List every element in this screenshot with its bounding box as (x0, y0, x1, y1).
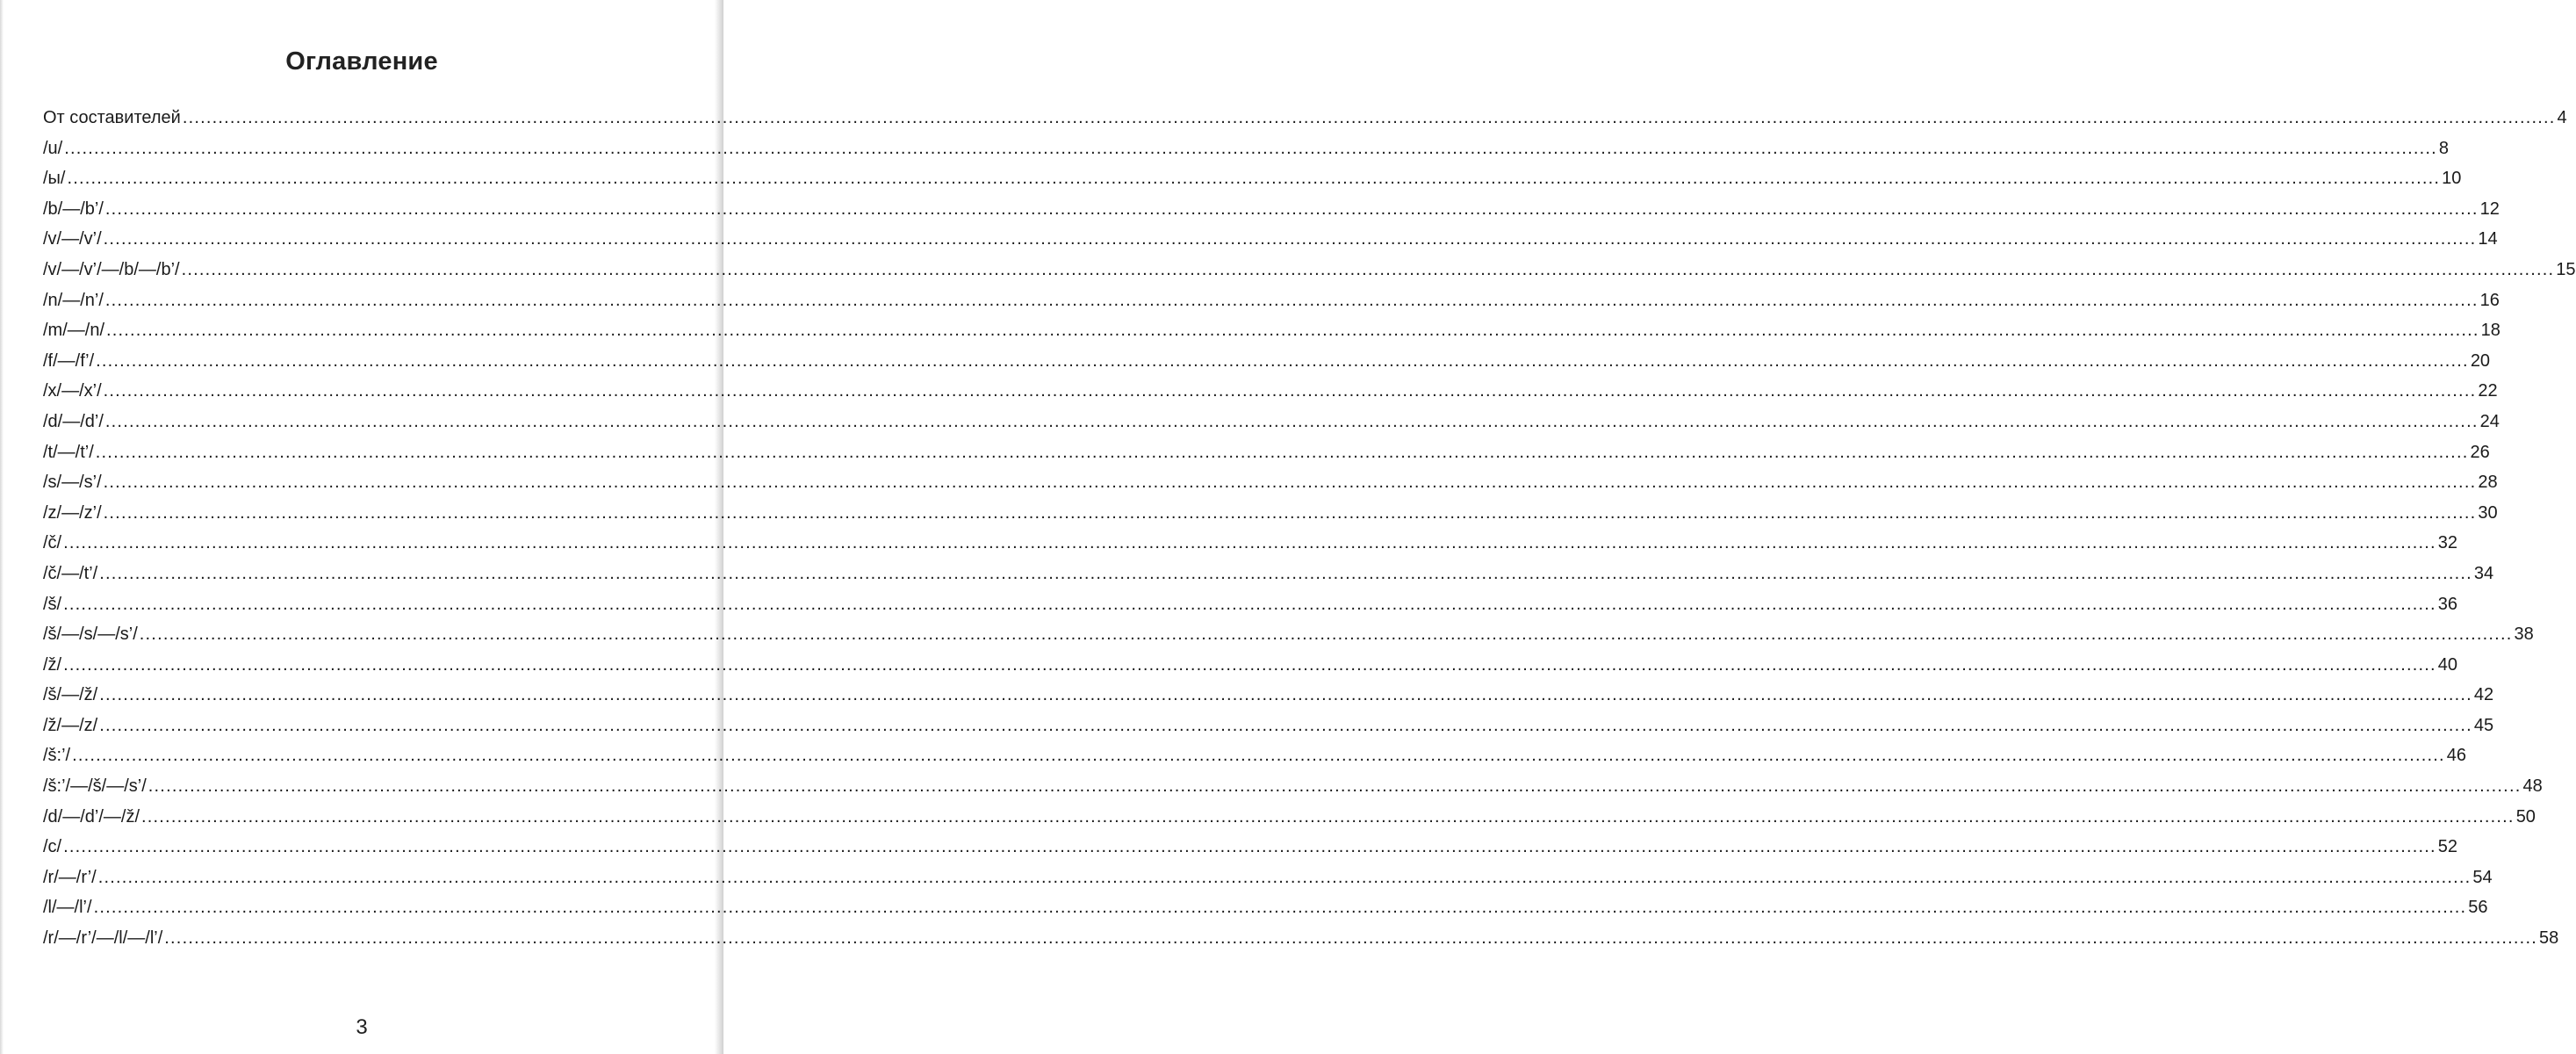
toc-entry (43, 315, 2500, 346)
dot-leader: ................................................................................................................................................................................................................................................................................................................................................................................................................ (148, 776, 2522, 797)
dot-leader: ................................................................................................................................................................................................................................................................................................................................................................................................................ (103, 229, 2477, 249)
dot-leader: ................................................................................................................................................................................................................................................................................................................................................................................................................ (182, 108, 2556, 127)
dot-leader: ................................................................................................................................................................................................................................................................................................................................................................................................................ (104, 411, 2479, 431)
dot-leader: ................................................................................................................................................................................................................................................................................................................................................................................................................ (99, 563, 2472, 583)
toc-entry-page: 28 (2478, 473, 2498, 493)
toc-entry-label: /x/—/x’/ (43, 381, 102, 401)
toc-entry-label: /ž/ (43, 654, 62, 675)
toc-entry-page: 54 (2472, 867, 2493, 887)
toc-entry-page: 16 (2479, 290, 2500, 310)
toc-entry-label: /r/—/r’/—/l/—/l’/ (43, 928, 163, 949)
dot-leader: ................................................................................................................................................................................................................................................................................................................................................................................................................ (103, 381, 2477, 401)
toc-entry-label: /š:’/ (43, 746, 71, 766)
toc-entry (43, 498, 2498, 529)
toc-entry (43, 255, 2576, 285)
toc-entry-page: 52 (2437, 837, 2458, 857)
toc-entry-label: /č/—/t’/ (43, 563, 98, 583)
toc-entry (43, 923, 2559, 954)
toc-entry-page: 12 (2479, 199, 2500, 219)
toc-entry (43, 224, 2498, 255)
toc-entry-page: 48 (2522, 776, 2543, 797)
toc-entry (43, 771, 2543, 802)
toc-entry-page: 20 (2470, 350, 2491, 371)
dot-leader: ................................................................................................................................................................................................................................................................................................................................................................................................................ (139, 624, 2513, 645)
dot-leader: ................................................................................................................................................................................................................................................................................................................................................................................................................ (63, 594, 2436, 614)
toc-entry-page: 36 (2437, 594, 2458, 614)
toc-entry-page: 40 (2437, 654, 2458, 675)
toc-entry (43, 163, 2462, 194)
toc-entry-label: /ы/ (43, 169, 66, 189)
toc-entry-label: /c/ (43, 837, 62, 857)
toc-entry (43, 619, 2534, 650)
toc-entry-label: /v/—/v’/ (43, 229, 102, 249)
dot-leader: ................................................................................................................................................................................................................................................................................................................................................................................................................ (104, 199, 2479, 219)
toc-entry-label: /t/—/t’/ (43, 442, 94, 462)
toc-entry-label: /s/—/s’/ (43, 473, 102, 493)
toc-entry-page: 8 (2438, 138, 2450, 158)
toc-entry (43, 559, 2494, 589)
dot-leader: ................................................................................................................................................................................................................................................................................................................................................................................................................ (106, 321, 2479, 341)
toc-entry (43, 589, 2458, 620)
toc-entry (43, 103, 2567, 134)
toc-entry (43, 437, 2490, 468)
dot-leader: ................................................................................................................................................................................................................................................................................................................................................................................................................ (67, 169, 2441, 189)
dot-leader: ................................................................................................................................................................................................................................................................................................................................................................................................................ (103, 473, 2477, 493)
toc-entry-page: 22 (2478, 381, 2498, 401)
toc-entry (43, 407, 2500, 437)
toc-entry-label: /r/—/r’/ (43, 867, 97, 887)
dot-leader: ................................................................................................................................................................................................................................................................................................................................................................................................................ (99, 685, 2472, 705)
toc-entry-page: 32 (2437, 533, 2458, 553)
dot-leader: ................................................................................................................................................................................................................................................................................................................................................................................................................ (181, 259, 2555, 279)
toc-entry-label: /l/—/l’/ (43, 898, 92, 918)
toc-entry (43, 650, 2458, 681)
table-of-contents (43, 103, 2576, 954)
page-number: 3 (356, 1015, 368, 1039)
dot-leader: ................................................................................................................................................................................................................................................................................................................................................................................................................ (96, 350, 2469, 371)
dot-leader: ................................................................................................................................................................................................................................................................................................................................................................................................................ (64, 138, 2437, 158)
toc-entry (43, 802, 2536, 833)
dot-leader: ................................................................................................................................................................................................................................................................................................................................................................................................................ (95, 442, 2469, 462)
toc-entry-label: /š/—/ž/ (43, 685, 98, 705)
toc-entry-label: /n/—/n’/ (43, 290, 104, 310)
toc-entry-page: 4 (2557, 108, 2567, 127)
dot-leader: ................................................................................................................................................................................................................................................................................................................................................................................................................ (72, 746, 2445, 766)
toc-entry-label: /z/—/z’/ (43, 502, 102, 523)
toc-entry (43, 467, 2498, 498)
toc-entry-label: /u/ (43, 138, 63, 158)
toc-entry-label: /d/—/d’/ (43, 411, 104, 431)
toc-entry-page: 18 (2480, 321, 2500, 341)
toc-entry (43, 680, 2494, 711)
dot-leader: ................................................................................................................................................................................................................................................................................................................................................................................................................ (104, 290, 2479, 310)
dot-leader: ................................................................................................................................................................................................................................................................................................................................................................................................................ (141, 806, 2515, 827)
toc-entry (43, 832, 2458, 863)
toc-entry (43, 194, 2500, 225)
toc-entry-page: 42 (2473, 685, 2494, 705)
toc-entry-label: /v/—/v’/—/b/—/b’/ (43, 259, 180, 279)
toc-entry-page: 56 (2468, 898, 2488, 918)
dot-leader: ................................................................................................................................................................................................................................................................................................................................................................................................................ (164, 928, 2537, 949)
dot-leader: ................................................................................................................................................................................................................................................................................................................................................................................................................ (63, 654, 2436, 675)
toc-entry-label: /č/ (43, 533, 62, 553)
toc-entry-label: /š:’/—/š/—/s’/ (43, 776, 147, 797)
page-left-edge-shadow (0, 0, 4, 1054)
toc-entry-label: /š/ (43, 594, 62, 614)
dot-leader: ................................................................................................................................................................................................................................................................................................................................................................................................................ (99, 715, 2472, 735)
toc-entry-page: 24 (2479, 411, 2500, 431)
toc-entry-page: 30 (2478, 502, 2498, 523)
toc-entry-label: /f/—/f’/ (43, 350, 95, 371)
toc-entry-label: От составителей (43, 108, 181, 127)
toc-entry-label: /š/—/s/—/s’/ (43, 624, 138, 645)
toc-entry-label: /m/—/n/ (43, 321, 105, 341)
toc-entry-page: 15 (2556, 259, 2576, 279)
toc-entry (43, 740, 2467, 771)
dot-leader: ................................................................................................................................................................................................................................................................................................................................................................................................................ (63, 533, 2436, 553)
toc-entry-page: 26 (2470, 442, 2490, 462)
toc-entry (43, 528, 2458, 559)
toc-entry (43, 346, 2491, 377)
toc-entry-page: 45 (2473, 715, 2494, 735)
toc-entry-page: 14 (2478, 229, 2498, 249)
dot-leader: ................................................................................................................................................................................................................................................................................................................................................................................................................ (97, 867, 2472, 887)
toc-entry-label: /b/—/b’/ (43, 199, 104, 219)
toc-entry-page: 38 (2514, 624, 2534, 645)
toc-entry (43, 892, 2488, 923)
dot-leader: ................................................................................................................................................................................................................................................................................................................................................................................................................ (93, 898, 2467, 918)
toc-entry (43, 285, 2500, 316)
toc-entry-page: 50 (2515, 806, 2536, 827)
toc-entry-label: /ž/—/z/ (43, 715, 98, 735)
page-title: Оглавление (285, 47, 438, 76)
toc-entry (43, 134, 2450, 164)
dot-leader: ................................................................................................................................................................................................................................................................................................................................................................................................................ (63, 837, 2436, 857)
toc-entry-page: 34 (2473, 563, 2494, 583)
toc-entry-page: 46 (2446, 746, 2467, 766)
toc-entry (43, 863, 2493, 893)
toc-entry (43, 376, 2498, 407)
dot-leader: ................................................................................................................................................................................................................................................................................................................................................................................................................ (103, 502, 2477, 523)
toc-entry-page: 58 (2538, 928, 2559, 949)
toc-entry-label: /d/—/d’/—/ž/ (43, 806, 140, 827)
toc-entry-page: 10 (2442, 169, 2462, 189)
toc-entry (43, 711, 2494, 741)
